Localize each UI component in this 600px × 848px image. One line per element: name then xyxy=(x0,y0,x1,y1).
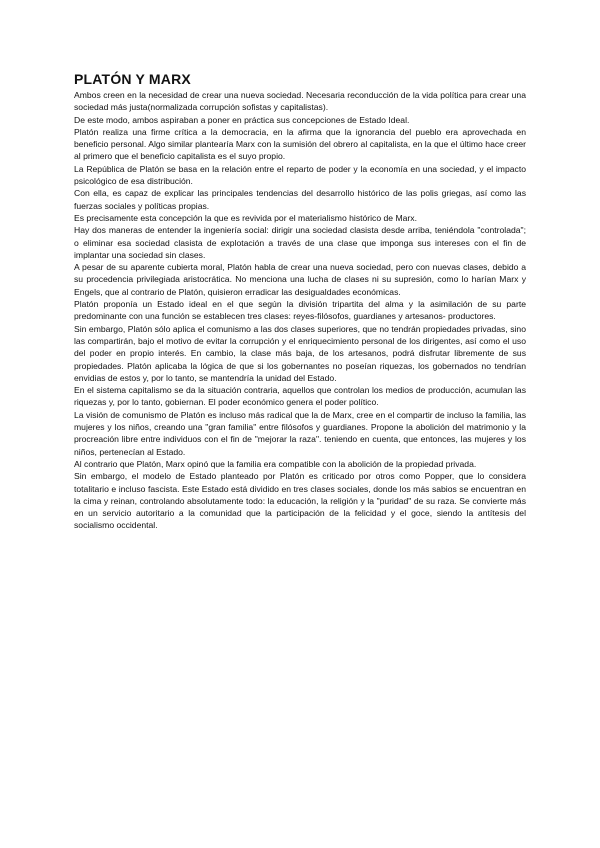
paragraph: La República de Platón se basa en la relación entre el reparto de poder y la economía en una sociedad, y el impacto psicológico de esa distribución. xyxy=(74,163,526,187)
paragraph: Platón realiza una firme crítica a la democracia, en la afirma que la ignorancia del pueblo era aprovechada en beneficio personal. Algo similar plantearía Marx con la sumisión del obrero al capitalista, en la que el último hace creer al primero que el beneficio capitalista es el suyo propio. xyxy=(74,126,526,162)
document-title: PLATÓN Y MARX xyxy=(74,71,191,87)
paragraph: Es precisamente esta concepción la que es revivida por el materialismo histórico de Marx. xyxy=(74,212,417,223)
paragraph: La visión de comunismo de Platón es incluso más radical que la de Marx, cree en el compartir de incluso la familia, las mujeres y los niños, creando una "gran familia" entre filósofos y guardianes. Propone la abolición del matrimonio y la procreación libre entre individuos con el fin de "mejorar la raza". teniendo en cuenta, que entonces, las mujeres y los niños, pertenecían al Estado. xyxy=(74,409,526,457)
paragraph: Con ella, es capaz de explicar las principales tendencias del desarrollo histórico de las polis griegas, así como las fuerzas sociales y políticas propias. xyxy=(74,188,526,211)
paragraph: A pesar de su aparente cubierta moral, Platón habla de crear una nueva sociedad, pero con nuevas clases, debido a su procedencia privilegiada aristocrática. No menciona una lucha de clases ni su supresión, como lo harían Marx y Engels, que al contrario de Platón, quisieron erradicar las desigualdades económicas. xyxy=(74,262,526,297)
paragraph: Sin embargo, Platón sólo aplica el comunismo a las dos clases superiores, que no tendrán propiedades privadas, sino las compartirán, bajo el motivo de evitar la corrupción y el enriquecimiento personal de los dirigentes, así como el uso del poder en propio interés. En cambio, la clase más baja, de los artesanos, podrá disfrutar libremente de sus propiedades. Platón aplicaba la lógica de que si los gobernantes no poseían riquezas, los gobernados no tendrían envidias de estos y, por lo tanto, se mantendría la unidad del Estado. xyxy=(74,323,526,383)
paragraph: Sin embargo, el modelo de Estado planteado por Platón es criticado por otros como Popper, que lo considera totalitario e incluso fascista. Este Estado está dividido en tres clases sociales, donde los más sabios se encuentran en la cima y reinan, controlando absolutamente todo: la educación, la religión y la "puridad" de su raza. Se convierte más en un servicio autoritario a la comunidad que la participación de la felicidad y el goce, siendo la antítesis del socialismo occidental. xyxy=(74,471,526,531)
paragraph: Platón proponía un Estado ideal en el que según la división tripartita del alma y la asimilación de su parte predominante con una función se establecen tres clases: reyes-filósofos, guardianes y artesanos- productores. xyxy=(74,299,526,322)
paragraph: Hay dos maneras de entender la ingeniería social: dirigir una sociedad clasista desde arriba, teniéndola "controlada"; o eliminar esa sociedad clasista de explotación a través de una clase que imponga sus intereses con el fin de implantar una sociedad sin clases. xyxy=(74,225,526,260)
paragraph: En el sistema capitalismo se da la situación contraria, aquellos que controlan los medios de producción, acumulan las riquezas y, por lo tanto, gobiernan. El poder económico genera el poder político. xyxy=(74,385,526,408)
paragraph: Ambos creen en la necesidad de crear una nueva sociedad. Necesaria reconducción de la vida política para crear una sociedad más justa(normalizada corrupción sofistas y capitalistas). xyxy=(74,90,526,113)
document-body xyxy=(74,71,526,532)
paragraph: Al contrario que Platón, Marx opinó que la familia era compatible con la abolición de la propiedad privada. xyxy=(74,458,477,469)
paragraph: De este modo, ambos aspiraban a poner en práctica sus concepciones de Estado Ideal. xyxy=(74,114,410,125)
